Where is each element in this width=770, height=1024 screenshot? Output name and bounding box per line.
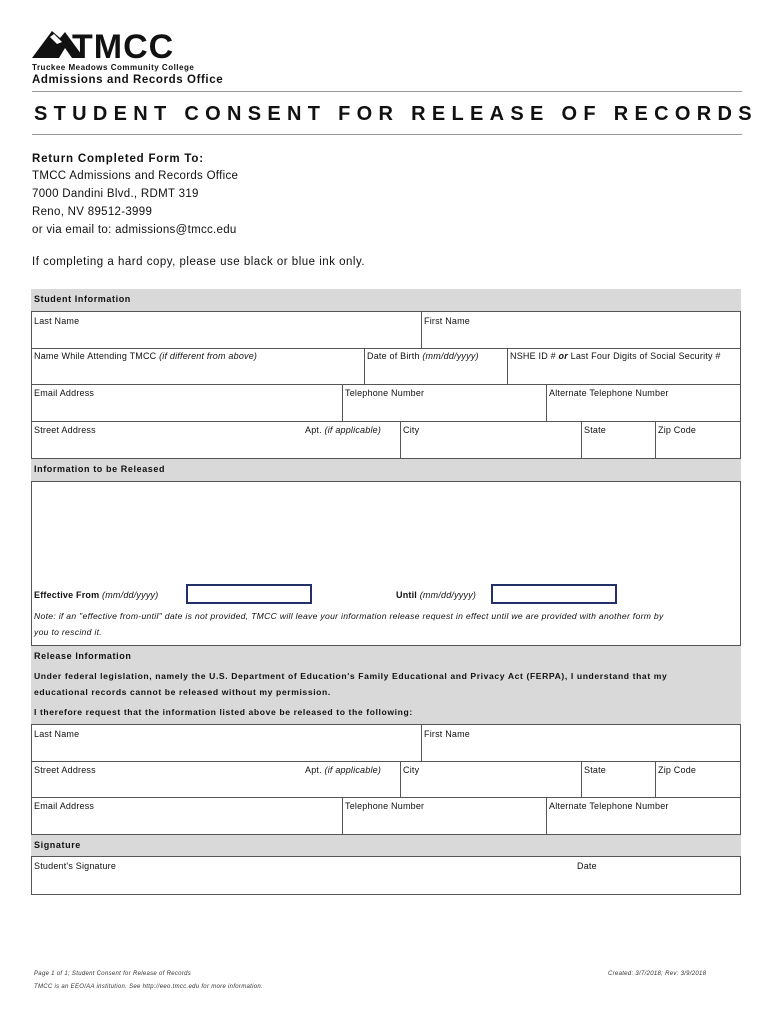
recipient-first-name-field[interactable]: First Name [424,729,471,739]
student-alt-telephone-field[interactable]: Alternate Telephone Number [549,388,669,398]
return-line: Reno, NV 89512-3999 [32,206,153,218]
information-released-textarea[interactable] [32,483,740,583]
student-zip-field[interactable]: Zip Code [658,425,697,435]
return-line: TMCC Admissions and Records Office [32,170,239,182]
ferpa-text: Under federal legislation, namely the U.S. Department of Education's Family Educational and Privacy Act (FERPA), I understand that my [34,671,668,681]
student-apt-field[interactable]: Apt. (if applicable) [305,425,382,435]
name-while-attending-field[interactable]: Name While Attending TMCC (if different from above) [34,351,258,361]
effective-from-input[interactable] [186,584,312,604]
recipient-telephone-field[interactable]: Telephone Number [345,801,425,811]
return-line: 7000 Dandini Blvd., RDMT 319 [32,188,199,200]
student-telephone-field[interactable]: Telephone Number [345,388,425,398]
date-of-birth-field[interactable]: Date of Birth (mm/dd/yyyy) [367,351,479,361]
student-first-name-field[interactable]: First Name [424,316,471,326]
office-name: Admissions and Records Office [32,74,224,86]
recipient-state-field[interactable]: State [584,765,607,775]
recipient-email-field[interactable]: Email Address [34,801,95,811]
effective-from-label: Effective From (mm/dd/yyyy) [34,590,159,600]
effective-note: Note: if an "effective from-until" date is not provided, TMCC will leave your information release request in effect until we are provided with another form by [34,611,664,621]
return-email-line: or via email to: admissions@tmcc.edu [32,224,237,236]
release-request-text: I therefore request that the information listed above be released to the following: [34,707,413,717]
signature-date-field[interactable]: Date [577,861,597,871]
student-signature-field[interactable]: Student's Signature [34,861,117,871]
student-city-field[interactable]: City [403,425,420,435]
section-signature: Signature [31,834,741,857]
recipient-zip-field[interactable]: Zip Code [658,765,697,775]
until-label: Until (mm/dd/yyyy) [396,590,477,600]
recipient-last-name-field[interactable]: Last Name [34,729,80,739]
ink-note: If completing a hard copy, please use black or blue ink only. [32,256,366,268]
recipient-street-field[interactable]: Street Address [34,765,96,775]
logo-subtitle: Truckee Meadows Community College [32,63,195,72]
nshe-id-field[interactable]: NSHE ID # or Last Four Digits of Social Security # [510,351,721,361]
recipient-apt-field[interactable]: Apt. (if applicable) [305,765,382,775]
student-email-field[interactable]: Email Address [34,388,95,398]
effective-note-cont: you to rescind it. [34,627,102,637]
page-title: STUDENT CONSENT FOR RELEASE OF RECORDS [34,103,758,125]
until-input[interactable] [491,584,617,604]
student-street-field[interactable]: Street Address [34,425,96,435]
footer-eeo: TMCC is an EEO/AA institution. See http://eeo.tmcc.edu for more information. [34,984,263,990]
student-last-name-field[interactable]: Last Name [34,316,80,326]
footer-dates: Created: 3/7/2018; Rev: 3/9/2018 [608,971,707,977]
section-student-information: Student Information [31,289,741,312]
student-state-field[interactable]: State [584,425,607,435]
recipient-city-field[interactable]: City [403,765,420,775]
logo-text: TMCC [72,28,175,66]
section-information-released: Information to be Released [31,458,741,482]
footer-page-info: Page 1 of 1; Student Consent for Release of Records [34,971,192,977]
recipient-alt-telephone-field[interactable]: Alternate Telephone Number [549,801,669,811]
return-heading: Return Completed Form To: [32,153,204,165]
ferpa-text-cont: educational records cannot be released without my permission. [34,687,331,697]
section-release-information: Release Information [31,645,741,725]
